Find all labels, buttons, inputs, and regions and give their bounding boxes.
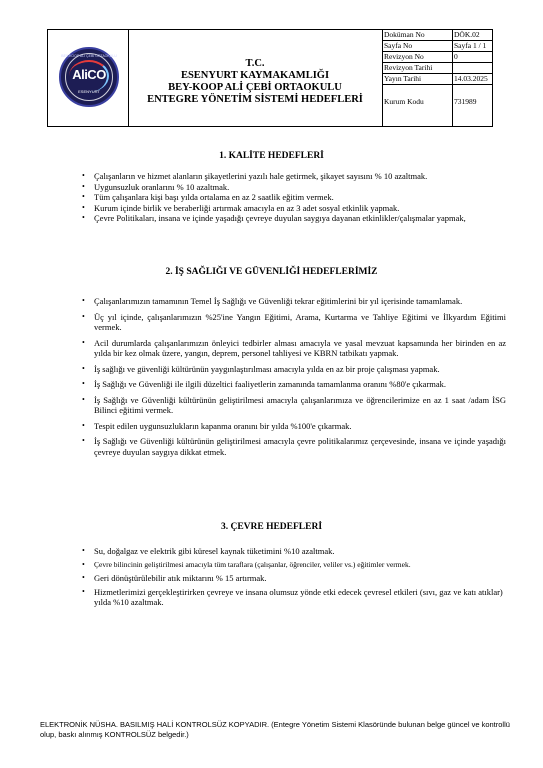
section-title-quality: 1. KALİTE HEDEFLERİ [219,151,324,161]
list-item: • Kurum içinde birlik ve beraberliği artırmak amacıyla en az 3 adet sosyal etkinlik yapmak. [82,202,400,213]
info-row: Doküman No DÖK.02 [382,30,492,41]
logo-text: AliCO [72,67,106,82]
list-item: • Tespit edilen uygunsuzlukların kapanma oranını bir yılda %100'e çıkarmak. [82,420,352,431]
list-item: • İş Sağlığı ve Güvenliği kültürünün geliştirilmesi amacıyla çalışanlarımıza ve öğrencilerimize en az 1 saat /adam İSG Bilinci eğitimi vermek. [82,394,506,415]
header-title [128,30,383,126]
quality-goals-list [82,171,514,224]
title-line: ENTEGRE YÖNETİM SİSTEMİ HEDEFLERİ [147,94,363,105]
document-footer: ELEKTRONİK NÜSHA. BASILMIŞ HALİ KONTROLSÜZ KOPYADIR. (Entegre Yönetim Sistemi Klasöründe bulunan belge güncel ve kontrollü olup, baskı alınmış KONTROLSÜZ belgedir.) [40,720,510,739]
list-item: • Çalışanların ve hizmet alanların şikayetlerini yazılı hale getirmek, şikayet sayısını % 10 azaltmak. [82,171,428,181]
list-item: • Tüm çalışanlara kişi başı yılda ortalama en az 2 saatlik eğitim vermek. [82,192,334,202]
list-item: • Su, doğalgaz ve elektrik gibi küresel kaynak tüketimini %10 azaltmak. [82,546,335,556]
logo-subtext: ESENYURT [78,89,100,94]
info-row: Revizyon Tarihi [382,63,492,74]
document-header [47,29,493,127]
title-line: T.C. [245,58,265,69]
list-item: • Geri dönüştürülebilir atık miktarını % 15 artırmak. [82,573,267,583]
list-item: • Hizmetlerimizi gerçekleştirirken çevreye ve insana olumsuz yönde etki edecek çevresel etkileri (sıvı, gaz ve katı atıklar) yılda %10 azaltmak. [82,586,503,607]
section-title-environment: 3. ÇEVRE HEDEFLERİ [220,522,323,532]
section-title-ohs: 2. İŞ SAĞLIĞI VE GÜVENLİĞİ HEDEFLERİMİZ [165,267,378,277]
list-item: • İş Sağlığı ve Güvenliği kültürünün geliştirilmesi amacıyla çevre politikalarımız çerçevesinde, insana ve içinde yaşadığı çevreye duyulan saygıya dikkat etmek. [82,436,506,457]
school-logo [59,47,119,107]
title-line: BEY-KOOP ALİ ÇEBİ ORTAOKULU [168,82,342,93]
logo-ring-text: BEY-KOOP ALİ ÇEBİ ORTAOKULU [61,54,117,58]
document-info-table [382,30,492,118]
list-item: • Uygunsuzluk oranlarını % 10 azaltmak. [82,181,230,192]
info-row: Sayfa No Sayfa 1 / 1 [382,41,492,52]
list-item: • Çevre bilincinin geliştirilmesi amacıyla tüm taraflara (çalışanlar, öğrenciler, veliler vs.) eğitimler vermek. [82,559,411,569]
list-item: • Çalışanlarımızın tamamının Temel İş Sağlığı ve Güvenliği tekrar eğitimlerini bir yıl içerisinde tamamlamak. [82,296,463,306]
info-row: Yayın Tarihi 14.03.2025 [382,74,492,85]
list-item: • Çevre Politikaları, insana ve içinde yaşadığı çevreye duyulan saygıya dayanan etkinlikler/çalışmalar yapmak, [82,213,466,223]
list-item: • İş Sağlığı ve Güvenliği ile ilgili düzeltici faaliyetlerin zamanında tamamlanma oranını %80'e çıkarmak. [82,379,447,389]
info-row: Revizyon No 0 [382,52,492,63]
list-item: • Acil durumlarda çalışanlarımızın önleyici tedbirler alması amacıyla ve yasal mevzuat kapsamında her birinden en az yılda bir kez olmak üzere, yangın, deprem, personel tahliyesi ve KBRN tatbikatı yapmak. [82,337,506,358]
list-item: • Üç yıl içinde, çalışanlarımızın %25'ine Yangın Eğitimi, Arama, Kurtarma ve Tahliye Eğitimi ve İlkyardım Eğitimi vermek. [82,311,506,332]
list-item: • İş sağlığı ve güvenliği kültürünün yaygınlaştırılması amacıyla yılda en az bir proje çalışması yapmak. [82,363,440,374]
environment-goals-list [82,546,506,608]
title-line: ESENYURT KAYMAKAMLIĞI [180,70,330,81]
ohs-goals-list [82,296,506,457]
logo-cell [48,30,129,126]
info-row: Kurum Kodu 731989 [384,97,477,106]
